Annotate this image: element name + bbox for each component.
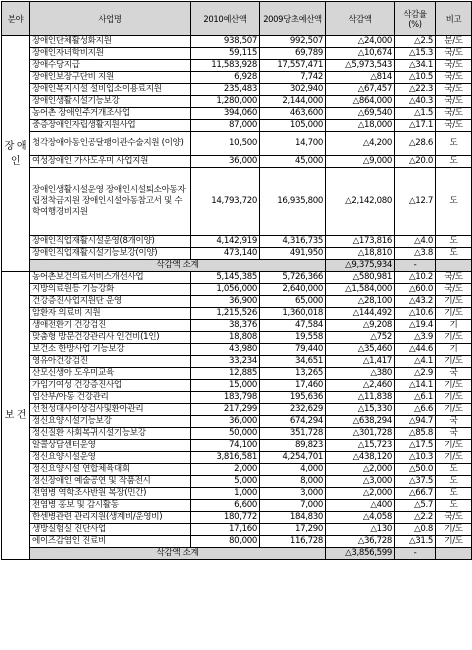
cut-cell: △18,810 bbox=[326, 248, 395, 260]
table-row bbox=[2, 248, 472, 260]
cut-cell: △580,981 bbox=[326, 272, 395, 284]
budget-2010-cell: 11,583,928 bbox=[191, 60, 260, 72]
rate-cell: △15.3 bbox=[395, 48, 436, 60]
note-cell: 국 bbox=[436, 428, 472, 440]
request-2009-cell: 7,000 bbox=[260, 500, 326, 512]
cut-cell: △10,674 bbox=[326, 48, 395, 60]
name-cell: 장애인직업재활시설운영(8개이양) bbox=[30, 236, 191, 248]
note-cell: 국/도 bbox=[436, 284, 472, 296]
rate-cell: △60.0 bbox=[395, 284, 436, 296]
name-cell: 농어촌보건의료서비스개선사업 bbox=[30, 272, 191, 284]
note-cell: 기/도 bbox=[436, 380, 472, 392]
note-cell: 기/도 bbox=[436, 356, 472, 368]
request-2009-cell: 16,935,800 bbox=[260, 168, 326, 236]
cut-cell: △1,417 bbox=[326, 356, 395, 368]
note-cell: 도 bbox=[436, 500, 472, 512]
budget-2010-cell: 180,772 bbox=[191, 512, 260, 524]
request-2009-cell: 34,651 bbox=[260, 356, 326, 368]
note-cell: 기 bbox=[436, 320, 472, 332]
table-row bbox=[2, 380, 472, 392]
budget-cut-table bbox=[1, 1, 472, 560]
note-cell: 국/도 bbox=[436, 60, 472, 72]
budget-2010-cell: 17,160 bbox=[191, 524, 260, 536]
note-cell: 도 bbox=[436, 464, 472, 476]
subtotal-cut: △3,856,599 bbox=[326, 548, 395, 560]
rate-cell: △19.4 bbox=[395, 320, 436, 332]
table-row bbox=[2, 284, 472, 296]
rate-cell: △2.5 bbox=[395, 36, 436, 48]
request-2009-cell: 7,742 bbox=[260, 72, 326, 84]
note-cell: 기/도 bbox=[436, 296, 472, 308]
note-cell: 국/도 bbox=[436, 272, 472, 284]
rate-cell: △14.1 bbox=[395, 380, 436, 392]
name-cell: 산모신생아 도우미교육 bbox=[30, 368, 191, 380]
name-cell: 생방실험실 진단사업 bbox=[30, 524, 191, 536]
budget-2010-cell: 6,928 bbox=[191, 72, 260, 84]
note-cell: 도 bbox=[436, 476, 472, 488]
cut-cell: △144,492 bbox=[326, 308, 395, 320]
rate-cell: △12.7 bbox=[395, 168, 436, 236]
table-row bbox=[2, 440, 472, 452]
budget-2010-cell: 74,100 bbox=[191, 440, 260, 452]
note-cell: 국 bbox=[436, 368, 472, 380]
cut-cell: △24,000 bbox=[326, 36, 395, 48]
request-2009-cell: 47,584 bbox=[260, 320, 326, 332]
request-2009-cell: 3,000 bbox=[260, 488, 326, 500]
name-cell: 청각장애아동인공달팽이관수술지원 (이양) bbox=[30, 132, 191, 156]
subtotal-note bbox=[436, 548, 472, 560]
cut-cell: △4,200 bbox=[326, 132, 395, 156]
rate-cell: △44.6 bbox=[395, 344, 436, 356]
name-cell: 암환자 의료비 지원 bbox=[30, 308, 191, 320]
table-row bbox=[2, 488, 472, 500]
request-2009-cell: 89,823 bbox=[260, 440, 326, 452]
note-cell: 기/도 bbox=[436, 392, 472, 404]
cut-cell: △301,728 bbox=[326, 428, 395, 440]
rate-cell: △17.5 bbox=[395, 440, 436, 452]
table-row bbox=[2, 524, 472, 536]
cut-cell: △69,540 bbox=[326, 108, 395, 120]
note-cell: 기/도 bbox=[436, 332, 472, 344]
budget-2010-cell: 1,215,526 bbox=[191, 308, 260, 320]
cut-cell: △36,728 bbox=[326, 536, 395, 548]
cut-cell: △15,330 bbox=[326, 404, 395, 416]
cut-cell: △438,120 bbox=[326, 452, 395, 464]
request-2009-cell: 79,440 bbox=[260, 344, 326, 356]
budget-2010-cell: 87,000 bbox=[191, 120, 260, 132]
cut-cell: △18,000 bbox=[326, 120, 395, 132]
table-row bbox=[2, 96, 472, 108]
name-cell: 가임기여성 건강증진사업 bbox=[30, 380, 191, 392]
cut-cell: △752 bbox=[326, 332, 395, 344]
name-cell: 한센병관련 관리지원(생계비/운영비) bbox=[30, 512, 191, 524]
request-2009-cell: 17,460 bbox=[260, 380, 326, 392]
rate-cell: △31.5 bbox=[395, 536, 436, 548]
table-row bbox=[2, 392, 472, 404]
table-row bbox=[2, 464, 472, 476]
note-cell: 기/도 bbox=[436, 308, 472, 320]
table-row bbox=[2, 416, 472, 428]
budget-2010-cell: 59,115 bbox=[191, 48, 260, 60]
rate-cell: △6.1 bbox=[395, 392, 436, 404]
note-cell: 도 bbox=[436, 156, 472, 168]
cut-cell: △9,000 bbox=[326, 156, 395, 168]
rate-cell: △22.3 bbox=[395, 84, 436, 96]
rate-cell: △94.7 bbox=[395, 416, 436, 428]
table-row bbox=[2, 476, 472, 488]
subtotal-row bbox=[2, 548, 472, 560]
note-cell: 국/도 bbox=[436, 72, 472, 84]
name-cell: 중증장애인자립생활지원사업 bbox=[30, 120, 191, 132]
rate-cell: △43.2 bbox=[395, 296, 436, 308]
budget-2010-cell: 4,142,919 bbox=[191, 236, 260, 248]
note-cell: 국/도 bbox=[436, 120, 472, 132]
table-row bbox=[2, 368, 472, 380]
cut-cell: △67,457 bbox=[326, 84, 395, 96]
budget-2010-cell: 3,816,581 bbox=[191, 452, 260, 464]
table-row bbox=[2, 500, 472, 512]
request-2009-cell: 2,144,000 bbox=[260, 96, 326, 108]
rate-cell: △6.6 bbox=[395, 404, 436, 416]
rate-cell: △10.3 bbox=[395, 452, 436, 464]
note-cell: 국/도 bbox=[436, 512, 472, 524]
rate-cell: △2.9 bbox=[395, 368, 436, 380]
table-row bbox=[2, 84, 472, 96]
name-cell: 농어촌 장애인주거개조사업 bbox=[30, 108, 191, 120]
note-cell: 기/도 bbox=[436, 524, 472, 536]
table-row bbox=[2, 536, 472, 548]
table-row bbox=[2, 36, 472, 48]
name-cell: 장애인생활시설운영 장애인시설퇴소아동자립정착금지원 장애인시설아동참고서 및 수학여행경비지원 bbox=[30, 168, 191, 236]
table-row bbox=[2, 168, 472, 236]
name-cell: 생애전환기 건강검진 bbox=[30, 320, 191, 332]
budget-2010-cell: 1,056,000 bbox=[191, 284, 260, 296]
budget-2010-cell: 50,000 bbox=[191, 428, 260, 440]
note-cell: 국/도 bbox=[436, 84, 472, 96]
cut-cell: △3,000 bbox=[326, 476, 395, 488]
note-cell: 기/도 bbox=[436, 404, 472, 416]
header-budget-2010: 2010예산액 bbox=[191, 2, 260, 36]
header-name: 사업명 bbox=[30, 2, 191, 36]
subtotal-rate: - bbox=[395, 548, 436, 560]
table-row bbox=[2, 344, 472, 356]
cut-cell: △2,142,080 bbox=[326, 168, 395, 236]
budget-2010-cell: 36,900 bbox=[191, 296, 260, 308]
name-cell: 장애인생활시설기능보강 bbox=[30, 96, 191, 108]
budget-2010-cell: 217,299 bbox=[191, 404, 260, 416]
rate-cell: △37.5 bbox=[395, 476, 436, 488]
rate-cell: △28.6 bbox=[395, 132, 436, 156]
name-cell: 영유아건강검진 bbox=[30, 356, 191, 368]
name-cell: 지방의료원등 기능강화 bbox=[30, 284, 191, 296]
rate-cell: △3.9 bbox=[395, 332, 436, 344]
name-cell: 장애인직업재활시설기능보강(이양) bbox=[30, 248, 191, 260]
table-row bbox=[2, 156, 472, 168]
table-row bbox=[2, 236, 472, 248]
name-cell: 장애인자녀학비지원 bbox=[30, 48, 191, 60]
request-2009-cell: 4,000 bbox=[260, 464, 326, 476]
cut-cell: △864,000 bbox=[326, 96, 395, 108]
name-cell: 장애인보장구단비 지원 bbox=[30, 72, 191, 84]
note-cell: 도 bbox=[436, 132, 472, 156]
table-row bbox=[2, 404, 472, 416]
subtotal-row bbox=[2, 260, 472, 272]
cut-cell: △35,460 bbox=[326, 344, 395, 356]
budget-2010-cell: 394,060 bbox=[191, 108, 260, 120]
table-row bbox=[2, 356, 472, 368]
rate-cell: △10.5 bbox=[395, 72, 436, 84]
request-2009-cell: 105,000 bbox=[260, 120, 326, 132]
header-request-2009: 2009당초예산액 bbox=[260, 2, 326, 36]
request-2009-cell: 69,789 bbox=[260, 48, 326, 60]
budget-2010-cell: 5,000 bbox=[191, 476, 260, 488]
rate-cell: △4.0 bbox=[395, 236, 436, 248]
rate-cell: △0.8 bbox=[395, 524, 436, 536]
name-cell: 임산부/아동 건강관리 bbox=[30, 392, 191, 404]
name-cell: 정신요양시설기능보강 bbox=[30, 416, 191, 428]
category-cell: 보 건 bbox=[2, 272, 30, 560]
rate-cell: △4.1 bbox=[395, 356, 436, 368]
table-row bbox=[2, 48, 472, 60]
request-2009-cell: 14,700 bbox=[260, 132, 326, 156]
rate-cell: △3.8 bbox=[395, 248, 436, 260]
note-cell: 국/도 bbox=[436, 108, 472, 120]
request-2009-cell: 232,629 bbox=[260, 404, 326, 416]
note-cell: 도 bbox=[436, 488, 472, 500]
request-2009-cell: 992,507 bbox=[260, 36, 326, 48]
table-row bbox=[2, 332, 472, 344]
request-2009-cell: 1,360,018 bbox=[260, 308, 326, 320]
cut-cell: △400 bbox=[326, 500, 395, 512]
note-cell: 기 bbox=[436, 344, 472, 356]
request-2009-cell: 8,000 bbox=[260, 476, 326, 488]
table-row bbox=[2, 296, 472, 308]
note-cell: 기/도 bbox=[436, 440, 472, 452]
note-cell: 국 bbox=[436, 416, 472, 428]
table-body bbox=[2, 36, 472, 560]
cut-cell: △380 bbox=[326, 368, 395, 380]
name-cell: 맞춤형 방문건강관리사 인건비(1인) bbox=[30, 332, 191, 344]
budget-2010-cell: 235,483 bbox=[191, 84, 260, 96]
table-row bbox=[2, 132, 472, 156]
request-2009-cell: 351,728 bbox=[260, 428, 326, 440]
name-cell: 정신장애인 예술공연 및 작품전시 bbox=[30, 476, 191, 488]
name-cell: 정신요양시설 연합체육대회 bbox=[30, 464, 191, 476]
note-cell: 분/도 bbox=[436, 36, 472, 48]
request-2009-cell: 5,726,366 bbox=[260, 272, 326, 284]
table-row bbox=[2, 60, 472, 72]
name-cell: 장애인복지시설 설비입소이용료지원 bbox=[30, 84, 191, 96]
budget-2010-cell: 15,000 bbox=[191, 380, 260, 392]
subtotal-cut: △9,375,934 bbox=[326, 260, 395, 272]
rate-cell: △5.7 bbox=[395, 500, 436, 512]
cut-cell: △11,838 bbox=[326, 392, 395, 404]
note-cell: 도 bbox=[436, 248, 472, 260]
note-cell: 국/도 bbox=[436, 96, 472, 108]
rate-cell: △10.6 bbox=[395, 308, 436, 320]
name-cell: 정신질환 사회복귀시설기능보강 bbox=[30, 428, 191, 440]
header-note: 비고 bbox=[436, 2, 472, 36]
request-2009-cell: 491,950 bbox=[260, 248, 326, 260]
table-row bbox=[2, 428, 472, 440]
budget-2010-cell: 10,500 bbox=[191, 132, 260, 156]
name-cell: 정신요양시설운영 bbox=[30, 452, 191, 464]
request-2009-cell: 65,000 bbox=[260, 296, 326, 308]
budget-2010-cell: 43,980 bbox=[191, 344, 260, 356]
budget-2010-cell: 5,145,385 bbox=[191, 272, 260, 284]
request-2009-cell: 463,600 bbox=[260, 108, 326, 120]
request-2009-cell: 2,640,000 bbox=[260, 284, 326, 296]
rate-cell: △17.1 bbox=[395, 120, 436, 132]
table-row bbox=[2, 72, 472, 84]
name-cell: 건강증진사업지원단 운영 bbox=[30, 296, 191, 308]
note-cell: 도 bbox=[436, 168, 472, 236]
request-2009-cell: 19,558 bbox=[260, 332, 326, 344]
budget-2010-cell: 938,507 bbox=[191, 36, 260, 48]
header-rate: 삭감율 (%) bbox=[395, 2, 436, 36]
cut-cell: △130 bbox=[326, 524, 395, 536]
rate-cell: △2.2 bbox=[395, 512, 436, 524]
request-2009-cell: 4,316,735 bbox=[260, 236, 326, 248]
table-row bbox=[2, 320, 472, 332]
cut-cell: △2,000 bbox=[326, 488, 395, 500]
note-cell: 국/도 bbox=[436, 48, 472, 60]
name-cell: 장애인단체활성화지원 bbox=[30, 36, 191, 48]
note-cell: 기/도 bbox=[436, 536, 472, 548]
name-cell: 장애수당지급 bbox=[30, 60, 191, 72]
header-cut: 삭감액 bbox=[326, 2, 395, 36]
cut-cell: △28,100 bbox=[326, 296, 395, 308]
budget-2010-cell: 6,600 bbox=[191, 500, 260, 512]
cut-cell: △173,816 bbox=[326, 236, 395, 248]
rate-cell: △20.0 bbox=[395, 156, 436, 168]
cut-cell: △814 bbox=[326, 72, 395, 84]
rate-cell: △10.2 bbox=[395, 272, 436, 284]
name-cell: 보건소 한방사업 기능보강 bbox=[30, 344, 191, 356]
request-2009-cell: 184,830 bbox=[260, 512, 326, 524]
budget-2010-cell: 18,808 bbox=[191, 332, 260, 344]
table-row bbox=[2, 308, 472, 320]
table-row bbox=[2, 120, 472, 132]
cut-cell: △638,294 bbox=[326, 416, 395, 428]
rate-cell: △50.0 bbox=[395, 464, 436, 476]
table-row bbox=[2, 512, 472, 524]
request-2009-cell: 674,294 bbox=[260, 416, 326, 428]
rate-cell: △1.5 bbox=[395, 108, 436, 120]
budget-2010-cell: 1,280,000 bbox=[191, 96, 260, 108]
cut-cell: △1,584,000 bbox=[326, 284, 395, 296]
cut-cell: △2,460 bbox=[326, 380, 395, 392]
rate-cell: △66.7 bbox=[395, 488, 436, 500]
name-cell: 전염병 홍보 및 감시활동 bbox=[30, 500, 191, 512]
cut-cell: △2,000 bbox=[326, 464, 395, 476]
name-cell: 선천성대사이상검사및환아관리 bbox=[30, 404, 191, 416]
table-row bbox=[2, 452, 472, 464]
budget-2010-cell: 38,376 bbox=[191, 320, 260, 332]
budget-2010-cell: 473,140 bbox=[191, 248, 260, 260]
header-category: 분야 bbox=[2, 2, 30, 36]
budget-2010-cell: 80,000 bbox=[191, 536, 260, 548]
subtotal-label: 삭감액 소계 bbox=[30, 548, 326, 560]
cut-cell: △9,208 bbox=[326, 320, 395, 332]
budget-2010-cell: 183,798 bbox=[191, 392, 260, 404]
note-cell: 기/도 bbox=[436, 452, 472, 464]
budget-2010-cell: 1,000 bbox=[191, 488, 260, 500]
name-cell: 여성장애인 가사도우미 사업지원 bbox=[30, 156, 191, 168]
request-2009-cell: 302,940 bbox=[260, 84, 326, 96]
cut-cell: △15,723 bbox=[326, 440, 395, 452]
category-cell: 장 애 인 bbox=[2, 36, 30, 272]
request-2009-cell: 45,000 bbox=[260, 156, 326, 168]
rate-cell: △34.1 bbox=[395, 60, 436, 72]
name-cell: 알콜상담센터운영 bbox=[30, 440, 191, 452]
subtotal-rate: - bbox=[395, 260, 436, 272]
budget-2010-cell: 12,885 bbox=[191, 368, 260, 380]
subtotal-note bbox=[436, 260, 472, 272]
name-cell: 전염병 역학조사반원 복장(민간) bbox=[30, 488, 191, 500]
request-2009-cell: 195,636 bbox=[260, 392, 326, 404]
budget-2010-cell: 14,793,720 bbox=[191, 168, 260, 236]
rate-cell: △85.8 bbox=[395, 428, 436, 440]
table-row bbox=[2, 272, 472, 284]
request-2009-cell: 13,265 bbox=[260, 368, 326, 380]
note-cell: 도 bbox=[436, 236, 472, 248]
budget-2010-cell: 36,000 bbox=[191, 416, 260, 428]
subtotal-label: 삭감액 소계 bbox=[30, 260, 326, 272]
request-2009-cell: 17,290 bbox=[260, 524, 326, 536]
request-2009-cell: 116,728 bbox=[260, 536, 326, 548]
request-2009-cell: 4,254,701 bbox=[260, 452, 326, 464]
budget-2010-cell: 33,234 bbox=[191, 356, 260, 368]
cut-cell: △4,058 bbox=[326, 512, 395, 524]
cut-cell: △5,973,543 bbox=[326, 60, 395, 72]
budget-2010-cell: 2,000 bbox=[191, 464, 260, 476]
name-cell: 에이즈감염인 진료비 bbox=[30, 536, 191, 548]
rate-cell: △40.3 bbox=[395, 96, 436, 108]
budget-2010-cell: 36,000 bbox=[191, 156, 260, 168]
request-2009-cell: 17,557,471 bbox=[260, 60, 326, 72]
table-row bbox=[2, 108, 472, 120]
table-header bbox=[2, 2, 472, 36]
